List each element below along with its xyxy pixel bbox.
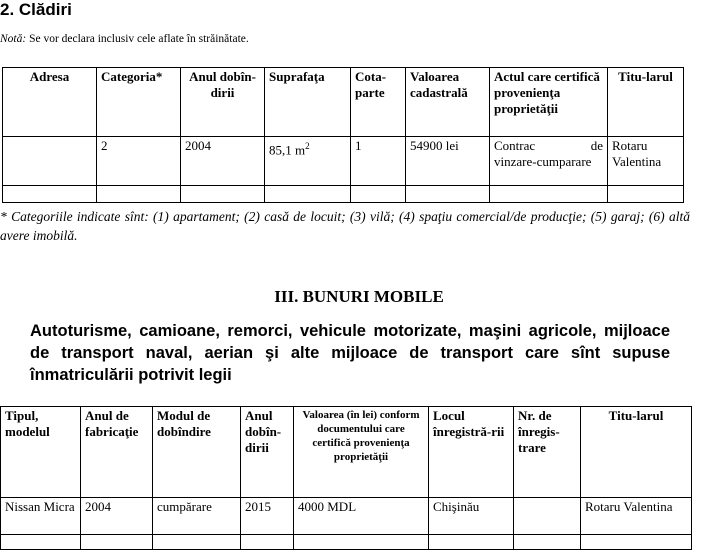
cell-anul-fabricatie: 2004 [81,498,153,535]
empty-cell [265,186,351,203]
table-row-empty [1,535,692,550]
cell-adresa [3,137,97,186]
column-header-anul: Anul dobîn-dirii [181,68,265,137]
empty-cell [3,186,97,203]
cell-anul: 2004 [181,137,265,186]
cell-actul [490,137,608,186]
column-header-adresa: Adresa [3,68,97,137]
note-label: Notă: [0,33,27,45]
actul-word-2: de [590,138,603,153]
empty-cell [581,535,692,550]
cell-categoria: 2 [97,137,181,186]
column-header-anul-dobandirii: Anul dobîn-dirii [241,407,294,498]
cladiri-table [2,67,684,203]
actul-word-1: Contrac [494,138,536,153]
empty-cell [181,186,265,203]
empty-cell [241,535,294,550]
column-header-cota-parte: Cota-parte [351,68,406,137]
empty-cell [608,186,684,203]
column-header-anul-fabricatie: Anul de fabricaţie [81,407,153,498]
note-text: Se vor declara inclusiv cele aflate în străinătate. [26,33,249,45]
column-header-tipul: Tipul, modelul [1,407,81,498]
column-header-categoria: Categoria* [97,68,181,137]
column-header-titularul: Titu-larul [581,407,692,498]
cell-nr [514,498,581,535]
empty-cell [429,535,514,550]
column-header-actul: Actul care certifică provenienţa proprietăţii [490,68,608,137]
column-header-valoarea: Valoarea (în lei) conform documentului care certifică provenienţa proprietăţii [294,407,429,498]
footnote-categories: * Categoriile indicate sînt: (1) apartament; (2) casă de locuit; (3) vilă; (4) spaţiu comercial/de producţie; (5) garaj; (6) altă avere imobilă. [0,209,690,243]
cell-anul-dobandirii: 2015 [241,498,294,535]
empty-cell [1,535,81,550]
bunuri-mobile-table [0,406,692,550]
table-header-row [3,68,684,137]
column-header-modul: Modul de dobîndire [153,407,241,498]
empty-cell [153,535,241,550]
empty-cell [351,186,406,203]
cell-valoarea: 54900 lei [406,137,490,186]
empty-cell [490,186,608,203]
column-header-valoarea: Valoarea cadastrală [406,68,490,137]
section-title-cladiri: 2. Clădiri [0,0,72,19]
column-header-locul: Locul înregistră-rii [429,407,514,498]
section-title-bunuri-mobile: III. BUNURI MOBILE [274,287,444,306]
table-row [3,137,684,186]
cell-titularul: Rotaru Valentina [581,498,692,535]
cell-suprafata [265,137,351,186]
table-row-empty [3,186,684,203]
actul-line-1 [494,138,603,154]
column-header-titularul: Titu-larul [608,68,684,137]
empty-cell [514,535,581,550]
suprafata-exponent: 2 [305,141,310,151]
note [0,33,249,45]
actul-line-2: vinzare-cumparare [494,154,592,169]
empty-cell [97,186,181,203]
cell-valoarea: 4000 MDL [294,498,429,535]
section-subtitle: Autoturisme, camioane, remorci, vehicule motorizate, maşini agricole, mijloace de transport naval, aerian şi alte mijloace de transport care sînt supuse înmatriculării potrivit legii [30,322,670,384]
cell-modul: cumpărare [153,498,241,535]
column-header-suprafata: Suprafaţa [265,68,351,137]
column-header-nr: Nr. de înregis-trare [514,407,581,498]
cell-locul: Chişinău [429,498,514,535]
cell-cota: 1 [351,137,406,186]
cell-titularul: Rotaru Valentina [608,137,684,186]
cell-tipul: Nissan Micra [1,498,81,535]
suprafata-value: 85,1 m [269,142,306,158]
table-header-row [1,407,692,498]
table-row [1,498,692,535]
empty-cell [294,535,429,550]
empty-cell [406,186,490,203]
empty-cell [81,535,153,550]
